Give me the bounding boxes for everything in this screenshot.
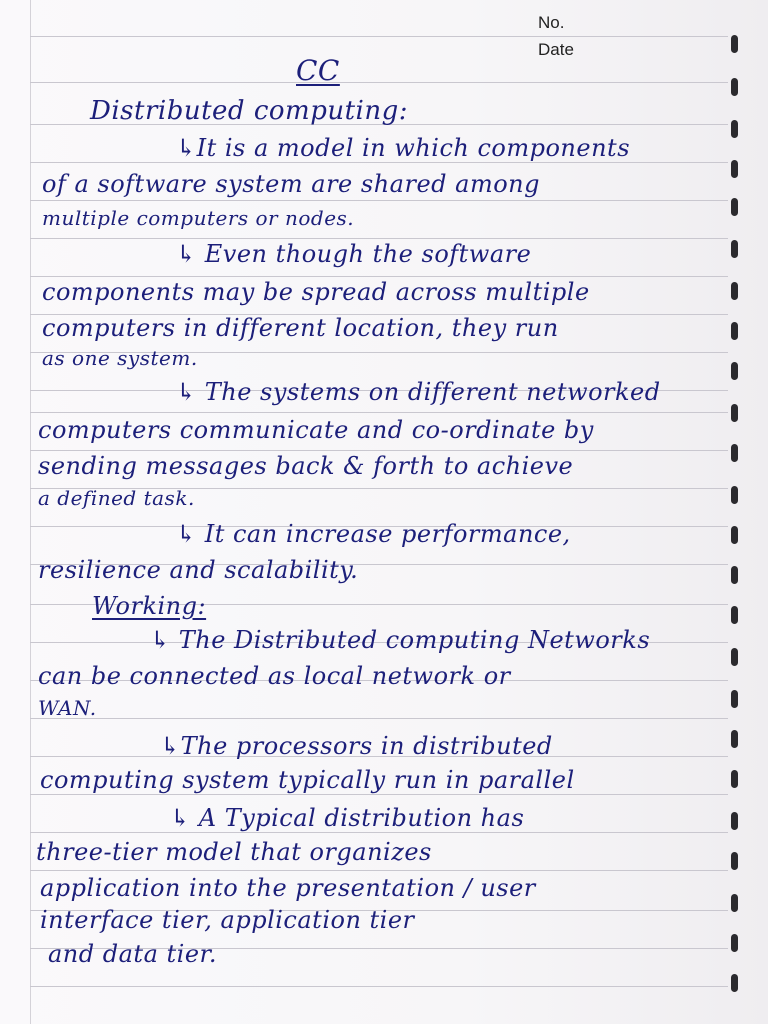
binding-hole	[731, 240, 738, 258]
rule-line	[30, 794, 728, 795]
note-line: of a software system are shared among	[42, 170, 540, 198]
note-line: ↳ Even though the software	[176, 240, 532, 268]
note-line: ↳ The Distributed computing Networks	[150, 626, 651, 654]
rule-line	[30, 450, 728, 451]
binding-hole	[731, 894, 738, 912]
rule-line	[30, 36, 728, 37]
date-label: Date	[538, 40, 574, 59]
note-line: resilience and scalability.	[38, 556, 359, 584]
note-line: interface tier, application tier	[40, 906, 415, 934]
spiral-binding	[728, 0, 768, 1024]
binding-hole	[731, 566, 738, 584]
note-line: application into the presentation / user	[40, 874, 536, 902]
note-line: computers in different location, they run	[42, 314, 559, 342]
rule-line	[30, 276, 728, 277]
binding-hole	[731, 120, 738, 138]
note-line: multiple computers or nodes.	[42, 206, 355, 230]
rule-line	[30, 870, 728, 871]
binding-hole	[731, 526, 738, 544]
rule-line	[30, 412, 728, 413]
binding-hole	[731, 78, 738, 96]
note-line: ↳ It can increase performance,	[176, 520, 571, 548]
binding-hole	[731, 648, 738, 666]
section-heading-distributed-computing: Distributed computing:	[90, 96, 408, 126]
note-line: ↳It is a model in which components	[176, 134, 631, 162]
note-line: ↳ A Typical distribution has	[170, 804, 525, 832]
note-line: a defined task.	[38, 486, 195, 510]
binding-hole	[731, 198, 738, 216]
binding-hole	[731, 282, 738, 300]
binding-hole	[731, 444, 738, 462]
binding-hole	[731, 770, 738, 788]
note-line: components may be spread across multiple	[42, 278, 590, 306]
number-label: No.	[538, 13, 565, 32]
binding-hole	[731, 974, 738, 992]
rule-line	[30, 200, 728, 201]
binding-hole	[731, 362, 738, 380]
note-line: ↳The processors in distributed	[160, 732, 553, 760]
rule-line	[30, 718, 728, 719]
binding-hole	[731, 852, 738, 870]
note-line: WAN.	[38, 696, 97, 720]
binding-hole	[731, 690, 738, 708]
binding-hole	[731, 606, 738, 624]
binding-hole	[731, 730, 738, 748]
note-line: as one system.	[42, 346, 198, 370]
rule-line	[30, 832, 728, 833]
rule-line	[30, 986, 728, 987]
note-line: ↳ The systems on different networked	[176, 378, 661, 406]
note-line: three-tier model that organizes	[36, 838, 432, 866]
note-line: can be connected as local network or	[38, 662, 511, 690]
binding-hole	[731, 35, 738, 53]
rule-line	[30, 82, 728, 83]
binding-hole	[731, 934, 738, 952]
rule-line	[30, 238, 728, 239]
binding-hole	[731, 160, 738, 178]
subject-title: CC	[296, 54, 340, 87]
note-line: and data tier.	[48, 940, 217, 968]
note-line: sending messages back & forth to achieve	[38, 452, 574, 480]
section-heading-working: Working:	[92, 592, 207, 620]
binding-hole	[731, 404, 738, 422]
rule-line	[30, 162, 728, 163]
binding-hole	[731, 322, 738, 340]
binding-hole	[731, 486, 738, 504]
note-line: computing system typically run in parallel	[40, 766, 575, 794]
note-line: computers communicate and co-ordinate by	[38, 416, 594, 444]
binding-hole	[731, 812, 738, 830]
